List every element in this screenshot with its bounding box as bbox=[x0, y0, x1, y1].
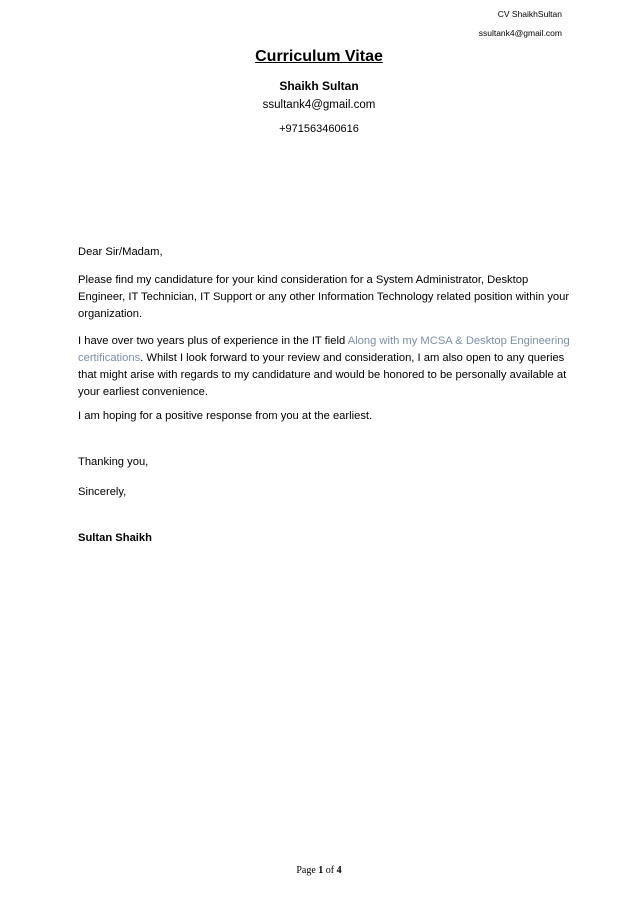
footer-page-current: 1 bbox=[318, 865, 324, 876]
letter-paragraph-2 bbox=[78, 333, 572, 401]
letter-paragraph-1: Please find my candidature for your kind consideration for a System Administrator, Desktop Engineer, IT Technician, IT Support or any other Information Technology related position within your organization. bbox=[78, 274, 570, 320]
footer-middle: of bbox=[323, 865, 337, 876]
footer-prefix: Page bbox=[296, 865, 319, 876]
candidate-phone: +971563460616 bbox=[279, 123, 359, 135]
footer-page-total: 4 bbox=[336, 865, 342, 876]
letter-closing-thanks: Thanking you, bbox=[78, 456, 149, 468]
header-cv-name: CV ShaikhSultan bbox=[497, 9, 562, 19]
header-email: ssultank4@gmail.com bbox=[478, 28, 562, 38]
letter-paragraph-3: I am hoping for a positive response from you at the earliest. bbox=[78, 410, 373, 422]
candidate-email: ssultank4@gmail.com bbox=[262, 99, 376, 111]
letter-signature: Sultan Shaikh bbox=[78, 532, 152, 544]
letter-greeting: Dear Sir/Madam, bbox=[78, 246, 163, 258]
candidate-name: Shaikh Sultan bbox=[279, 79, 359, 93]
letter-closing-sincerely: Sincerely, bbox=[78, 486, 127, 498]
document-title: Curriculum Vitae bbox=[255, 48, 383, 65]
paragraph-2-end: . Whilst I look forward to your review and consideration, I am also open to any queries that might arise with regards to my candidature and would be honored to be personally available at your earliest convenience. bbox=[78, 352, 567, 398]
page-footer bbox=[0, 865, 638, 876]
certifications-highlight: Along with my MCSA & Desktop Engineering certifications bbox=[78, 335, 570, 364]
paragraph-2-start: I have over two years plus of experience in the IT field bbox=[78, 335, 348, 347]
